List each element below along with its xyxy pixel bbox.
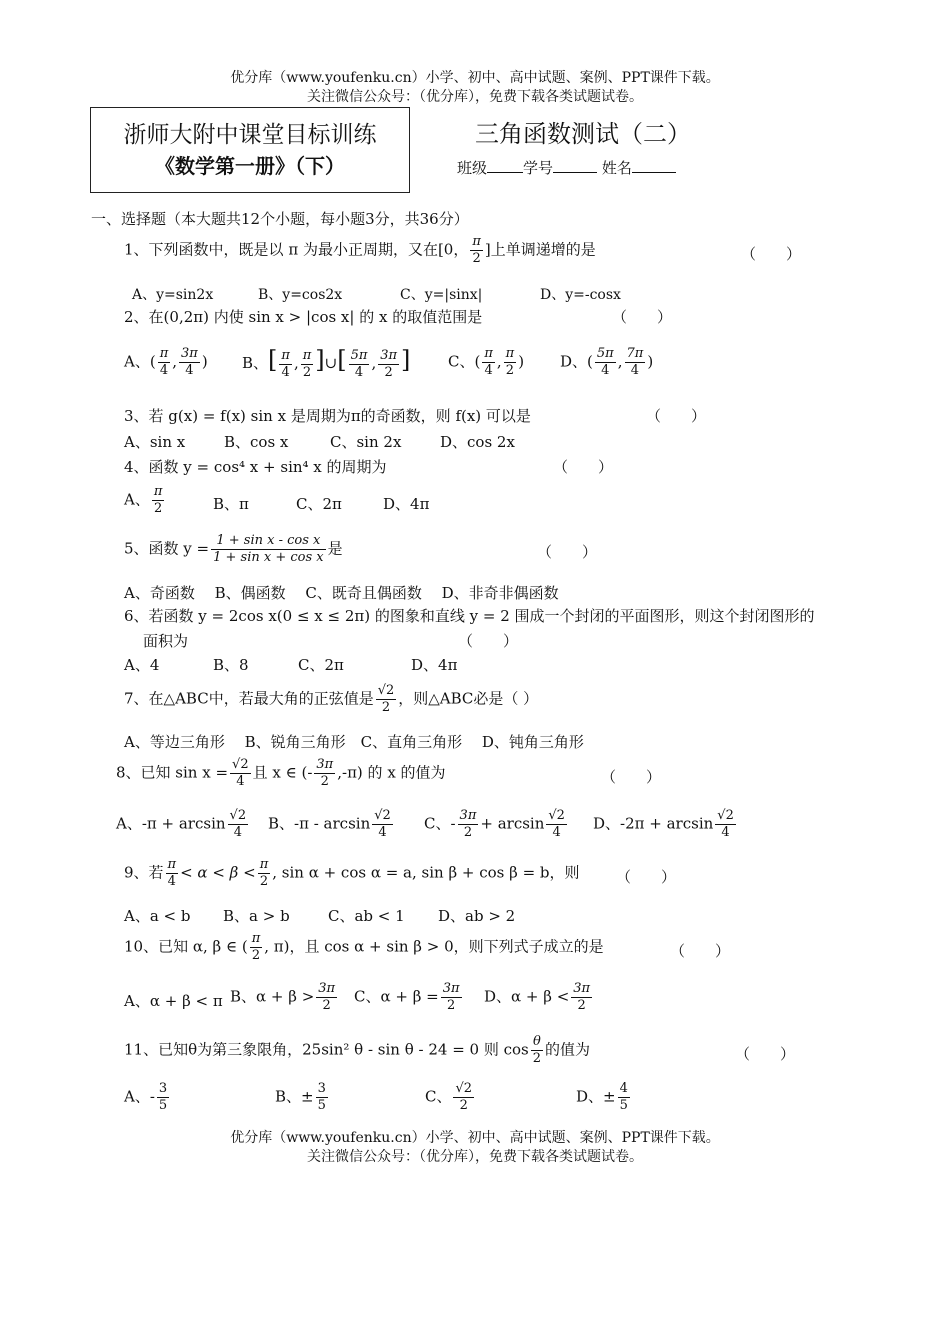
- q2-a-comma: ,: [172, 352, 178, 371]
- q8-stem-b: 且 x ∈ (-: [252, 763, 313, 782]
- q2-choice-d[interactable]: [560, 346, 653, 379]
- q4-a-frac: [152, 484, 165, 517]
- q8-c-f2-d: 4: [552, 825, 561, 840]
- q5-num: 1 + sin x - cos x: [211, 533, 326, 550]
- q8-c-frac2: [546, 808, 567, 841]
- q8-c-arcsin: + arcsin: [480, 814, 545, 833]
- page-title: 三角函数测试（二）: [475, 120, 691, 148]
- q2-b-label: B、: [242, 354, 269, 372]
- q11-a-label: A、-: [124, 1087, 155, 1106]
- q2-b-lb1: [: [268, 346, 278, 374]
- q8-a-n: √2: [229, 808, 247, 823]
- q9-f1-n: π: [167, 857, 177, 872]
- q11-c-label: C、: [425, 1087, 452, 1106]
- header-line-2: 关注微信公众号：（优分库），免费下载各类试题试卷。: [307, 89, 643, 105]
- footer-line-2: 关注微信公众号：（优分库），免费下载各类试题试卷。: [307, 1149, 643, 1165]
- q11-frac: [531, 1034, 543, 1067]
- q2-c-f2-d: 2: [505, 363, 515, 378]
- q2-b-f2-n: π: [302, 347, 312, 363]
- q2-d-rp: ): [647, 352, 654, 371]
- q4-answer-paren[interactable]: （ ）: [553, 458, 614, 476]
- q2-d-label: D、: [560, 352, 588, 371]
- q1-answer-paren[interactable]: （ ）: [741, 245, 802, 263]
- q8-b-d: 4: [378, 825, 387, 840]
- q8-c-label: C、-: [424, 814, 456, 833]
- q6-choice-a[interactable]: A、4: [124, 656, 160, 674]
- q4-a-label: A、: [124, 490, 150, 509]
- q6-choice-c[interactable]: C、2π: [298, 656, 344, 674]
- q2-choice-a[interactable]: [124, 346, 208, 379]
- q2-choice-c[interactable]: [448, 346, 524, 379]
- q5-frac: [211, 533, 326, 566]
- q10-c-label: C、α + β =: [354, 987, 439, 1006]
- q4-stem: 4、函数 y = cos⁴ x + sin⁴ x 的周期为: [124, 458, 387, 476]
- q2-b-f1-n: π: [281, 347, 290, 363]
- q9-stem-b: < α < β <: [180, 863, 256, 882]
- q5-stem: [124, 533, 343, 566]
- q10-choice-d[interactable]: [484, 981, 594, 1014]
- q8-choice-a[interactable]: [116, 808, 250, 841]
- q8-b-n: √2: [374, 808, 391, 823]
- q11-b-label: B、±: [275, 1087, 314, 1106]
- q2-c-f2: [504, 346, 517, 379]
- q2-a-label: A、: [124, 352, 150, 371]
- q9-choice-a[interactable]: A、a < b: [124, 907, 191, 925]
- q5-stem-b: 是: [327, 539, 343, 558]
- q2-c-label: C、: [448, 352, 475, 371]
- q11-c-frac: [453, 1081, 474, 1114]
- q8-f1-n: √2: [232, 757, 249, 772]
- q11-f-n: θ: [531, 1034, 543, 1051]
- q8-b-label: B、-π - arcsin: [268, 814, 371, 833]
- q8-d-d: 4: [721, 825, 730, 840]
- q2-b-rb2: ]: [401, 346, 411, 374]
- q2-d-f1-n: 5π: [596, 346, 614, 361]
- q10-choice-a[interactable]: A、α + β < π: [124, 992, 223, 1010]
- q7-frac: [376, 683, 397, 716]
- q5-den: 1 + sin x + cos x: [213, 550, 324, 565]
- q8-stem-a: 8、已知 sin x =: [116, 763, 229, 782]
- q8-f2-n: 3π: [316, 757, 334, 772]
- q8-choice-c[interactable]: [424, 808, 569, 841]
- q2-c-f2-n: π: [505, 346, 515, 361]
- q3-answer-paren[interactable]: （ ）: [646, 407, 707, 425]
- q11-stem: [124, 1034, 590, 1067]
- q8-b-frac: [372, 808, 393, 841]
- q10-f-n: π: [251, 931, 261, 946]
- q1-stem-b: ]上单调递增的是: [484, 240, 596, 259]
- q11-f-d: 2: [532, 1051, 542, 1066]
- q2-b-rb1: ]: [315, 346, 325, 374]
- q1-choice-b[interactable]: B、y=cos2x: [258, 287, 343, 303]
- q8-f1-d: 4: [236, 774, 245, 789]
- q2-b-f4-n: 3π: [380, 347, 398, 363]
- q3-stem: 3、若 g(x) = f(x) sin x 是周期为π的奇函数，则 f(x) 可以是: [124, 407, 531, 425]
- q8-c-f2-n: √2: [548, 808, 565, 823]
- q8-d-label: D、-2π + arcsin: [593, 814, 714, 833]
- q8-c-f1-d: 2: [463, 825, 473, 840]
- q11-d-n: 4: [619, 1081, 628, 1096]
- q9-stem: [124, 857, 580, 890]
- q9-stem-a: 9、若: [124, 863, 164, 882]
- q8-d-frac: [715, 808, 736, 841]
- name-blank[interactable]: [632, 158, 676, 173]
- q5-choices[interactable]: A、奇函数 B、偶函数 C、既奇且偶函数 D、非奇非偶函数: [124, 584, 559, 602]
- q2-c-f1: [482, 346, 495, 379]
- q2-b-f4: [378, 348, 399, 381]
- q2-b-f4-d: 2: [384, 364, 393, 380]
- header-line-1: 优分库（www.youfenku.cn）小学、初中、高中试题、案例、PPT课件下载。: [230, 70, 720, 86]
- q2-a-f2: [179, 346, 200, 379]
- class-line: [457, 157, 676, 178]
- q2-c-f1-n: π: [484, 346, 493, 361]
- q11-b-d: 5: [317, 1098, 326, 1113]
- id-label: 学号: [523, 159, 554, 177]
- q11-a-n: 3: [158, 1081, 168, 1096]
- q11-choice-c[interactable]: [425, 1081, 476, 1114]
- q11-d-label: D、±: [576, 1087, 616, 1106]
- q11-a-d: 5: [158, 1098, 168, 1113]
- q8-choice-d[interactable]: [593, 808, 738, 841]
- q4-choice-c[interactable]: C、2π: [296, 495, 342, 513]
- q11-answer-paren[interactable]: （ ）: [735, 1045, 796, 1063]
- id-blank[interactable]: [553, 158, 597, 173]
- q2-d-lp: (: [587, 352, 593, 371]
- q1-stem-a: 1、下列函数中，既是以 π 为最小正周期，又在[0，: [124, 240, 469, 259]
- q7-stem-b: ，则△ABC必是（ ）: [398, 689, 539, 708]
- q2-a-f1-d: 4: [159, 363, 169, 378]
- q5-answer-paren[interactable]: （ ）: [537, 543, 598, 561]
- q2-b-c1: ,: [293, 354, 299, 372]
- q2-b-c2: ,: [371, 354, 377, 372]
- q10-b-n: 3π: [318, 981, 336, 996]
- q3-choice-a[interactable]: A、sin x: [124, 433, 186, 451]
- q10-answer-paren[interactable]: （ ）: [670, 942, 731, 960]
- q11-c-d: 2: [459, 1098, 468, 1113]
- q8-f2-d: 2: [320, 774, 329, 789]
- q8-frac1: [230, 757, 251, 790]
- q2-a-f2-n: 3π: [181, 346, 198, 361]
- q11-choice-b[interactable]: [275, 1081, 330, 1114]
- q11-choice-a[interactable]: [124, 1081, 171, 1114]
- q10-b-frac: [316, 981, 337, 1014]
- q10-stem: [124, 931, 604, 964]
- q10-b-label: B、α + β >: [230, 987, 315, 1006]
- q6-stem: 6、若函数 y = 2cos x(0 ≤ x ≤ 2π) 的图象和直线 y = 2 围成一个封闭的平面图形，则这个封闭图形的: [124, 607, 815, 625]
- q9-choice-d[interactable]: D、ab > 2: [438, 907, 516, 925]
- q7-stem-a: 7、在△ABC中，若最大角的正弦值是: [124, 689, 374, 708]
- name-label: 姓名: [601, 159, 632, 177]
- q11-b-n: 3: [317, 1081, 326, 1096]
- q1-frac: [470, 234, 483, 267]
- q10-d-d: 2: [577, 998, 586, 1013]
- q2-d-f2-n: 7π: [626, 346, 644, 361]
- q9-stem-c: , sin α + cos α = a, sin β + cos β = b，则: [272, 863, 580, 882]
- q10-d-n: 3π: [573, 981, 591, 996]
- q7-num: √2: [377, 683, 395, 698]
- q9-frac1: [166, 857, 179, 890]
- q9-answer-paren[interactable]: （ ）: [616, 868, 677, 886]
- q4-choice-a[interactable]: [124, 484, 166, 517]
- school-name: 浙师大附中课堂目标训练: [123, 122, 377, 148]
- q2-c-rp: ): [518, 352, 525, 371]
- q11-b-frac: [316, 1081, 328, 1114]
- q2-b-cup: ∪: [324, 354, 338, 372]
- q8-stem: [116, 757, 446, 790]
- q10-b-d: 2: [322, 998, 331, 1013]
- q11-stem-b: 的值为: [545, 1040, 591, 1059]
- q6-choice-d[interactable]: D、4π: [411, 656, 458, 674]
- q4-choice-b[interactable]: B、π: [213, 495, 249, 513]
- q2-c-comma: ,: [496, 352, 502, 371]
- q2-b-lb2: [: [337, 346, 347, 374]
- q10-c-frac: [441, 981, 462, 1014]
- q10-choice-c[interactable]: [354, 981, 464, 1014]
- q8-c-frac1: [458, 808, 479, 841]
- q10-choice-b[interactable]: [230, 981, 339, 1014]
- q2-b-f3: [349, 348, 370, 381]
- q2-b-f3-d: 4: [354, 364, 364, 380]
- q9-f1-d: 4: [167, 874, 176, 889]
- q2-b-f2-d: 2: [302, 364, 312, 380]
- q9-f2-n: π: [259, 857, 269, 872]
- q1-choice-a[interactable]: A、y=sin2x: [132, 287, 214, 303]
- q6-choice-b[interactable]: B、8: [213, 656, 249, 674]
- q7-choices[interactable]: A、等边三角形 B、锐角三角形 C、直角三角形 D、钝角三角形: [124, 733, 584, 751]
- q2-d-f1-d: 4: [601, 363, 610, 378]
- q11-stem-a: 11、已知θ为第三象限角，25sin² θ - sin θ - 24 = 0 则 cos: [124, 1040, 529, 1059]
- q10-c-n: 3π: [442, 981, 460, 996]
- q2-b-f1: [279, 348, 292, 381]
- class-blank[interactable]: [487, 158, 523, 173]
- q11-d-d: 5: [619, 1098, 628, 1113]
- q4-choice-d[interactable]: D、4π: [383, 495, 430, 513]
- q8-a-d: 4: [233, 825, 242, 840]
- q1-stem: [124, 234, 596, 267]
- q10-stem-b: , π)，且 cos α + sin β > 0，则下列式子成立的是: [264, 937, 604, 956]
- q1-choice-d[interactable]: D、y=-cosx: [540, 287, 621, 303]
- q10-stem-a: 10、已知 α, β ∈ (: [124, 937, 248, 956]
- q8-frac2: [314, 757, 335, 790]
- q10-d-label: D、α + β <: [484, 987, 570, 1006]
- school-box: [90, 107, 410, 193]
- q2-a-rp: ): [201, 352, 208, 371]
- q6-stem-2: 面积为: [143, 632, 189, 650]
- q11-c-n: √2: [455, 1081, 473, 1096]
- q1-frac-num: π: [472, 234, 481, 249]
- q11-d-frac: [618, 1081, 630, 1114]
- q8-stem-c: ,-π) 的 x 的值为: [337, 763, 446, 782]
- q8-a-frac: [228, 808, 249, 841]
- q4-a-n: π: [153, 484, 163, 499]
- q1-frac-den: 2: [472, 251, 481, 266]
- q10-d-frac: [571, 981, 592, 1014]
- q9-choice-c[interactable]: C、ab < 1: [328, 907, 405, 925]
- q7-stem: [124, 683, 538, 716]
- q9-frac2: [258, 857, 271, 890]
- q2-b-f3-n: 5π: [350, 347, 368, 363]
- q2-choice-b[interactable]: [242, 346, 410, 381]
- section-heading: 一、选择题（本大题共12个小题，每小题3分，共36分）: [91, 210, 469, 228]
- q2-b-f2: [301, 348, 314, 381]
- q10-frac: [250, 931, 263, 964]
- q3-choice-c[interactable]: C、sin 2x: [330, 433, 402, 451]
- q2-c-f1-d: 4: [484, 363, 493, 378]
- q6-answer-paren[interactable]: （ ）: [458, 632, 519, 650]
- q3-choice-b[interactable]: B、cos x: [224, 433, 289, 451]
- q2-a-f2-d: 4: [185, 363, 194, 378]
- q2-stem: 2、在(0,2π) 内使 sin x > |cos x| 的 x 的取值范围是: [124, 308, 483, 326]
- q2-d-f2: [625, 346, 646, 379]
- q8-c-f1-n: 3π: [459, 808, 477, 823]
- q9-choice-b[interactable]: B、a > b: [223, 907, 290, 925]
- q4-a-d: 2: [153, 501, 163, 516]
- q8-d-n: √2: [717, 808, 734, 823]
- q1-choice-c[interactable]: C、y=|sinx|: [400, 287, 483, 303]
- q2-a-lp: (: [149, 352, 156, 371]
- q2-d-comma: ,: [617, 352, 623, 371]
- q2-d-f2-d: 4: [630, 363, 640, 378]
- q11-a-frac: [157, 1081, 169, 1114]
- q3-choice-d[interactable]: D、cos 2x: [440, 433, 515, 451]
- q2-a-f1-n: π: [159, 346, 169, 361]
- class-label: 班级: [457, 159, 488, 177]
- q8-a-label: A、-π + arcsin: [116, 814, 226, 833]
- q8-answer-paren[interactable]: （ ）: [601, 768, 662, 786]
- q10-f-d: 2: [251, 948, 261, 963]
- q2-d-f1: [595, 346, 616, 379]
- q9-f2-d: 2: [259, 874, 269, 889]
- q11-choice-d[interactable]: [576, 1081, 632, 1114]
- book-name: 《数学第一册》（下）: [155, 154, 345, 178]
- q10-c-d: 2: [447, 998, 456, 1013]
- q2-answer-paren[interactable]: （ ）: [612, 308, 673, 326]
- q7-den: 2: [381, 700, 391, 715]
- q2-c-lp: (: [474, 352, 481, 371]
- q2-b-f1-d: 4: [281, 364, 290, 380]
- footer-line-1: 优分库（www.youfenku.cn）小学、初中、高中试题、案例、PPT课件下载。: [230, 1130, 720, 1146]
- q2-a-f1: [158, 346, 171, 379]
- q8-choice-b[interactable]: [268, 808, 395, 841]
- q5-stem-a: 5、函数 y =: [124, 539, 210, 558]
